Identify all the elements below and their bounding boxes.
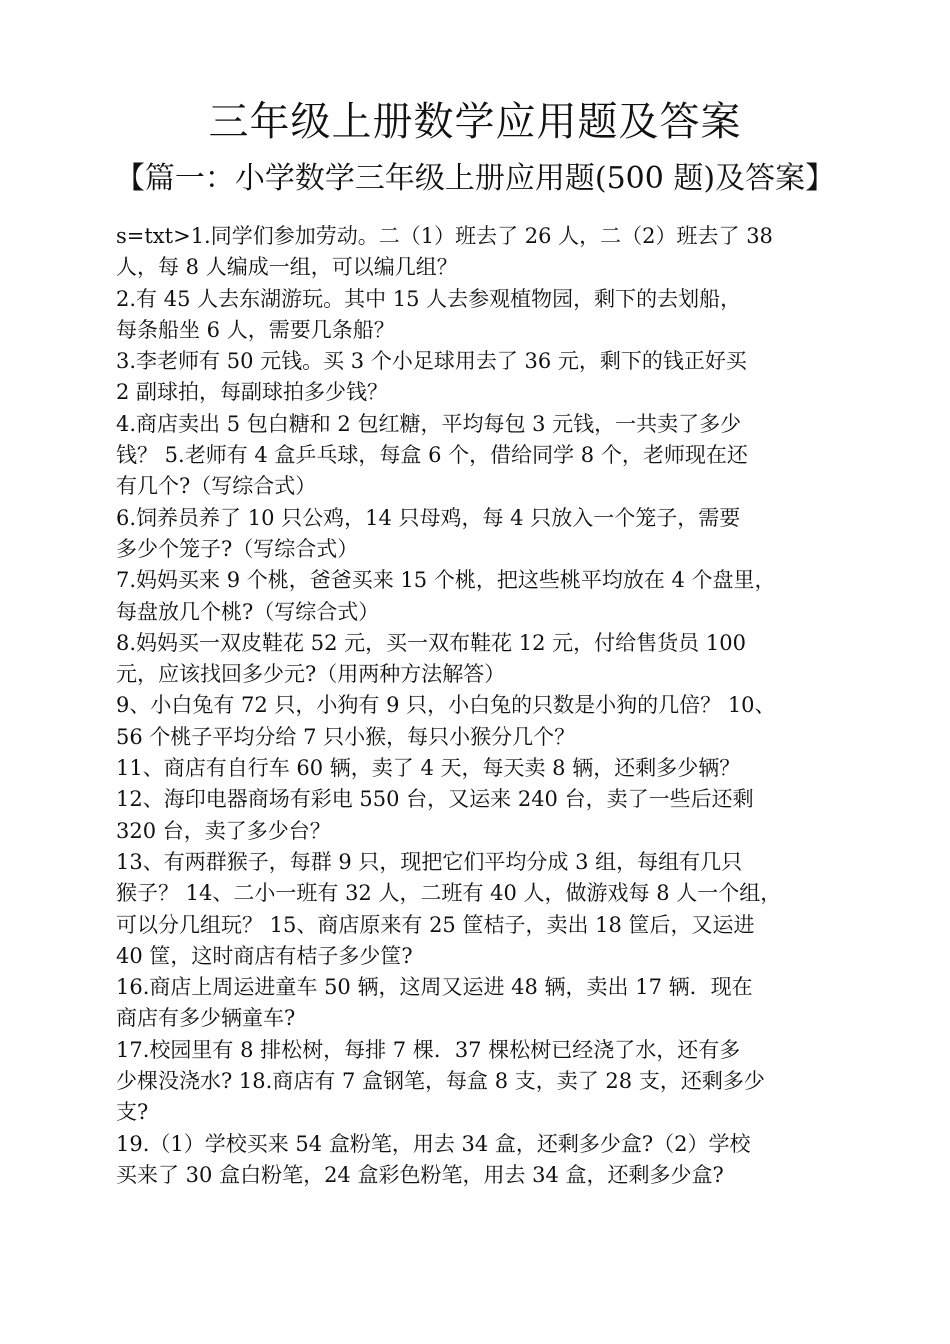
problem-text-line: 每盘放几个桃?（写综合式） bbox=[116, 599, 380, 624]
problem-text-line: 11、商店有自行车 60 辆，卖了 4 天，每天卖 8 辆，还剩多少辆？ bbox=[116, 756, 741, 781]
problem-text-line: 商店有多少辆童车? bbox=[116, 1006, 296, 1031]
document-title: 三年级上册数学应用题及答案 bbox=[208, 99, 742, 145]
problem-text-line: 买来了 30 盒白粉笔，24 盒彩色粉笔，用去 34 盒，还剩多少盒? bbox=[116, 1162, 724, 1187]
problem-text-line: 2.有 45 人去东湖游玩。其中 15 人去参观植物园，剩下的去划船， bbox=[116, 286, 742, 311]
problem-text-line: 8.妈妈买一双皮鞋花 52 元，买一双布鞋花 12 元，付给售货员 100 bbox=[116, 630, 746, 655]
problem-text-line: 人，每 8 人编成一组，可以编几组？ bbox=[116, 255, 458, 280]
problem-text-line: 17.校园里有 8 排松树，每排 7 棵．37 棵松树已经浇了水，还有多 bbox=[116, 1037, 741, 1062]
problem-text-line: 每条船坐 6 人，需要几条船？ bbox=[116, 317, 395, 342]
problem-text-line: 6.饲养员养了 10 只公鸡，14 只母鸡，每 4 只放入一个笼子，需要 bbox=[116, 505, 741, 530]
problem-text-line: 钱？ 5.老师有 4 盒乒乓球，每盒 6 个，借给同学 8 个，老师现在还 bbox=[116, 443, 748, 468]
problem-text-line: 56 个桃子平均分给 7 只小猴，每只小猴分几个？ bbox=[116, 724, 576, 749]
problem-text-line: 12、海印电器商场有彩电 550 台，又运来 240 台，卖了一些后还剩 bbox=[116, 787, 754, 812]
problem-text-line: 16.商店上周运进童车 50 辆，这周又运进 48 辆，卖出 17 辆．现在 bbox=[116, 975, 753, 1000]
problem-list bbox=[116, 221, 860, 1191]
problem-text-line: 猴子？ 14、二小一班有 32 人，二班有 40 人，做游戏每 8 人一个组， bbox=[116, 881, 782, 906]
problem-text-line: 40 筐，这时商店有桔子多少筐? bbox=[116, 943, 413, 968]
document-subtitle: 【篇一：小学数学三年级上册应用题(500 题)及答案】 bbox=[114, 161, 836, 196]
problem-text-line: 2 副球拍，每副球拍多少钱？ bbox=[116, 380, 389, 405]
problem-text-line: 多少个笼子?（写综合式） bbox=[116, 536, 359, 561]
problem-text-line: 7.妈妈买来 9 个桃，爸爸买来 15 个桃，把这些桃平均放在 4 个盘里， bbox=[116, 568, 776, 593]
problem-text-line: s=txt>1.同学们参加劳动。二（1）班去了 26 人，二（2）班去了 38 bbox=[116, 224, 773, 248]
problem-text-line: 4.商店卖出 5 包白糖和 2 包红糖，平均每包 3 元钱，一共卖了多少 bbox=[116, 411, 742, 436]
problem-text-line: 少棵没浇水? 18.商店有 7 盒钢笔，每盒 8 支，卖了 28 支，还剩多少 bbox=[116, 1069, 765, 1094]
problem-text-line: 有几个?（写综合式） bbox=[116, 474, 317, 499]
problem-text-line: 可以分几组玩？ 15、商店原来有 25 筐桔子，卖出 18 筐后，又运进 bbox=[116, 912, 755, 937]
problem-text-line: 元，应该找回多少元?（用两种方法解答） bbox=[116, 662, 506, 687]
problem-text-line: 13、有两群猴子，每群 9 只，现把它们平均分成 3 组，每组有几只 bbox=[116, 849, 743, 874]
problem-text-line: 3.李老师有 50 元钱。买 3 个小足球用去了 36 元，剩下的钱正好买 bbox=[116, 349, 747, 374]
problem-text-line: 9、小白兔有 72 只，小狗有 9 只，小白兔的只数是小狗的几倍？ 10、 bbox=[116, 693, 776, 718]
problem-text-line: 320 台，卖了多少台？ bbox=[116, 818, 331, 843]
problem-text-line: 19.（1）学校买来 54 盒粉笔，用去 34 盒，还剩多少盒?（2）学校 bbox=[116, 1131, 751, 1156]
problem-text-line: 支? bbox=[116, 1100, 149, 1125]
